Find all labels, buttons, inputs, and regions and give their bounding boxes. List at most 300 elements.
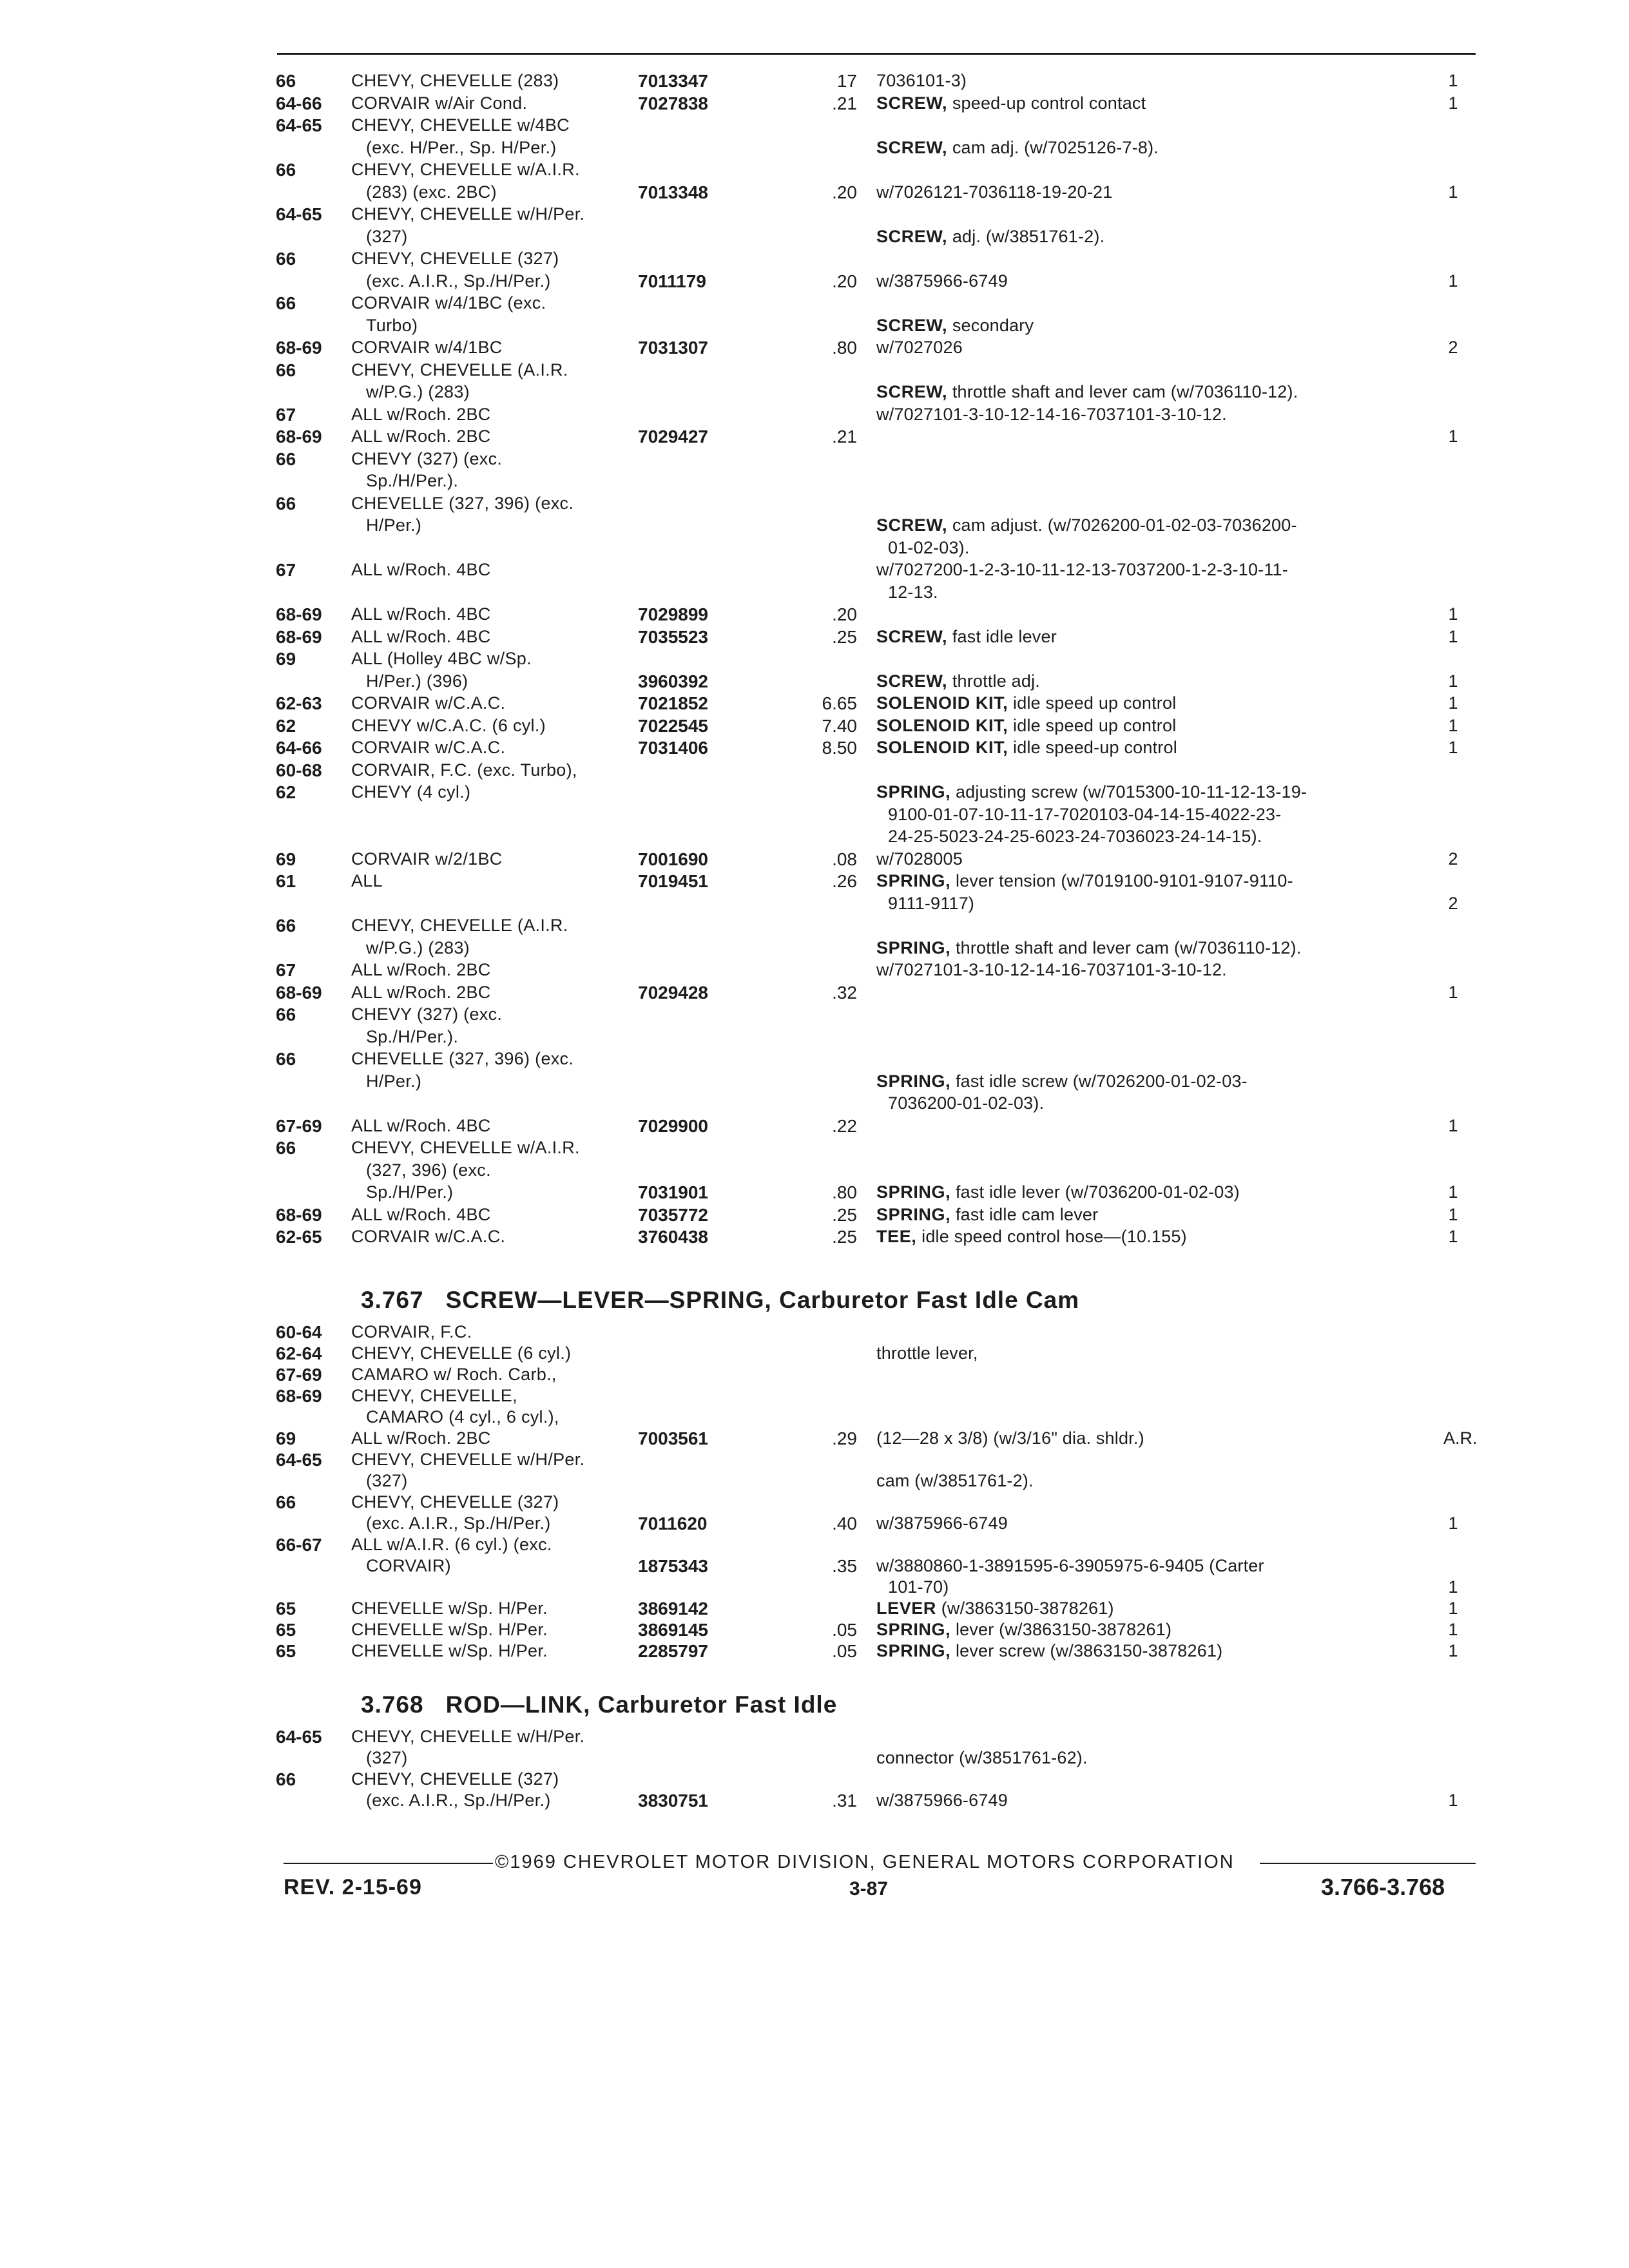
part-detail: adjusting screw (w/7015300-10-11-12-13-19-	[955, 782, 1307, 802]
model-description: CORVAIR w/C.A.C.	[351, 738, 506, 757]
part-description	[876, 1748, 1088, 1768]
model-description: CHEVY, CHEVELLE w/A.I.R.	[351, 160, 580, 179]
part-number: 3869142	[638, 1599, 709, 1619]
part-detail: cam adj. (w/7025126-7-8).	[952, 137, 1159, 157]
year-range: 64-66	[276, 738, 322, 758]
model-description: ALL w/Roch. 2BC	[351, 427, 491, 446]
part-name: SPRING,	[876, 782, 951, 802]
part-name: SCREW,	[876, 137, 948, 157]
price: .40	[832, 1514, 857, 1533]
part-name: TEE,	[876, 1227, 917, 1246]
quantity: 1	[1448, 1641, 1458, 1660]
model-description: CHEVY w/C.A.C. (6 cyl.)	[351, 715, 546, 735]
model-description: CHEVY, CHEVELLE (327)	[351, 1492, 559, 1512]
part-number: 3830751	[638, 1791, 709, 1811]
year-range: 64-65	[276, 1727, 322, 1747]
part-description	[876, 1599, 1114, 1619]
part-detail: w/7027101-3-10-12-14-16-7037101-3-10-12.	[876, 960, 1227, 979]
part-detail: 01-02-03).	[888, 537, 970, 557]
model-description: CORVAIR w/Air Cond.	[351, 93, 528, 113]
quantity: 1	[1448, 1620, 1458, 1639]
model-description: CHEVY, CHEVELLE (327)	[351, 249, 559, 268]
part-number: 7029900	[638, 1115, 709, 1136]
part-name: SOLENOID KIT,	[876, 738, 1008, 757]
price: .20	[832, 271, 857, 291]
year-range: 62-65	[276, 1227, 322, 1247]
model-description: (exc. A.I.R., Sp./H/Per.)	[366, 1514, 551, 1533]
model-description: Sp./H/Per.).	[366, 1026, 459, 1046]
section-heading-3768	[361, 1691, 837, 1718]
price: .31	[832, 1791, 857, 1811]
model-description: CAMARO w/ Roch. Carb.,	[351, 1365, 557, 1384]
year-range: 66	[276, 360, 296, 380]
part-description	[876, 1641, 1222, 1661]
year-range: 62	[276, 782, 296, 802]
part-number: 7031406	[638, 738, 709, 758]
part-description	[888, 894, 974, 914]
quantity: 1	[1448, 1115, 1458, 1135]
year-range: 67	[276, 560, 296, 580]
price: .25	[832, 1204, 857, 1225]
section-title: SCREW—LEVER—SPRING,	[445, 1287, 772, 1313]
part-description	[876, 627, 1057, 647]
price: .80	[832, 338, 857, 358]
quantity: 1	[1448, 693, 1458, 713]
footer-rule-left	[284, 1863, 493, 1864]
part-description	[876, 93, 1146, 113]
year-range: 68-69	[276, 604, 322, 624]
part-name: SPRING,	[876, 871, 951, 890]
model-description: CORVAIR w/4/1BC	[351, 338, 503, 357]
year-range: 65	[276, 1599, 296, 1619]
part-number: 7001690	[638, 849, 709, 869]
quantity: 1	[1448, 671, 1458, 691]
part-description	[876, 405, 1227, 425]
section-number: 3.767	[361, 1287, 424, 1313]
model-description: CHEVY, CHEVELLE w/H/Per.	[351, 1450, 585, 1469]
top-rule	[277, 53, 1476, 55]
year-range: 65	[276, 1641, 296, 1661]
part-name: SPRING,	[876, 937, 951, 957]
part-detail: throttle shaft and lever cam (w/7036110-12).	[955, 937, 1302, 957]
part-detail: idle speed up control	[1013, 715, 1177, 735]
year-range: 68-69	[276, 427, 322, 447]
model-description: (327)	[366, 226, 408, 246]
quantity: 1	[1448, 427, 1458, 446]
model-description: CHEVY, CHEVELLE (327)	[351, 1769, 559, 1789]
part-detail: lever tension (w/7019100-9101-9107-9110-	[955, 871, 1293, 890]
year-range: 64-65	[276, 204, 322, 224]
part-description	[876, 716, 1176, 736]
model-description: ALL w/Roch. 4BC	[351, 1115, 491, 1135]
part-number: 2285797	[638, 1641, 709, 1661]
model-description: (exc. A.I.R., Sp./H/Per.)	[366, 271, 551, 291]
part-detail: lever (w/3863150-3878261)	[955, 1620, 1172, 1639]
part-detail: 7036101-3)	[876, 71, 967, 90]
part-number: 7021852	[638, 693, 709, 713]
model-description: (283) (exc. 2BC)	[366, 182, 497, 202]
part-name: SCREW,	[876, 626, 948, 646]
part-number: 7029427	[638, 427, 709, 447]
model-description: CHEVY, CHEVELLE w/4BC	[351, 115, 570, 135]
year-range: 64-65	[276, 1450, 322, 1470]
part-description	[876, 71, 967, 91]
year-range: 60-64	[276, 1322, 322, 1342]
model-description: Sp./H/Per.).	[366, 471, 459, 490]
model-description: ALL w/Roch. 2BC	[351, 982, 491, 1002]
part-description	[876, 1428, 1144, 1448]
model-description: ALL w/Roch. 4BC	[351, 604, 491, 624]
model-description: ALL	[351, 871, 383, 890]
model-description: ALL w/A.I.R. (6 cyl.) (exc.	[351, 1535, 552, 1554]
part-name: SCREW,	[876, 382, 948, 401]
model-description: (exc. H/Per., Sp. H/Per.)	[366, 137, 557, 157]
model-description: CHEVY (327) (exc.	[351, 448, 503, 468]
model-description: ALL w/Roch. 2BC	[351, 960, 491, 979]
year-range: 66	[276, 1004, 296, 1024]
part-name: SCREW,	[876, 315, 948, 335]
quantity: 2	[1448, 893, 1458, 913]
part-detail: idle speed up control	[1013, 693, 1177, 713]
quantity: 1	[1448, 271, 1458, 291]
part-description	[876, 938, 1302, 958]
year-range: 66	[276, 293, 296, 313]
price: 17	[836, 71, 857, 91]
model-description: CHEVY (327) (exc.	[351, 1004, 503, 1024]
quantity: 1	[1448, 1182, 1458, 1202]
price: .08	[832, 849, 857, 869]
part-number: 7019451	[638, 871, 709, 891]
part-number: 7035523	[638, 626, 709, 647]
part-detail: 12-13.	[888, 582, 938, 602]
part-detail: fast idle cam lever	[955, 1204, 1099, 1224]
model-description: CORVAIR)	[366, 1556, 451, 1575]
part-detail: fast idle lever (w/7036200-01-02-03)	[955, 1182, 1240, 1202]
quantity: 1	[1448, 1227, 1458, 1246]
model-description: (327)	[366, 1748, 408, 1767]
part-name: SCREW,	[876, 93, 948, 113]
model-description: w/P.G.) (283)	[366, 382, 470, 401]
part-detail: w/7027101-3-10-12-14-16-7037101-3-10-12.	[876, 404, 1227, 424]
model-description: H/Per.)	[366, 1071, 422, 1091]
part-description	[888, 827, 1262, 847]
part-description	[888, 805, 1281, 825]
part-detail: idle speed-up control	[1013, 738, 1177, 757]
quantity: 1	[1448, 93, 1458, 113]
model-description: H/Per.) (396)	[366, 671, 468, 691]
part-description	[876, 1791, 1008, 1811]
section-subtitle: Carburetor Fast Idle	[597, 1691, 838, 1718]
part-number: 7003561	[638, 1428, 709, 1448]
part-detail: w/3875966-6749	[876, 1791, 1008, 1810]
model-description: CHEVELLE (327, 396) (exc.	[351, 493, 574, 513]
year-range: 68-69	[276, 626, 322, 647]
year-range: 62-63	[276, 693, 322, 713]
quantity: A.R.	[1443, 1428, 1478, 1448]
part-description	[876, 1620, 1171, 1640]
part-detail: 9111-9117)	[888, 893, 975, 913]
part-detail: w/7027200-1-2-3-10-11-12-13-7037200-1-2-3-10-11-	[876, 560, 1288, 579]
part-detail: (w/3863150-3878261)	[941, 1599, 1114, 1618]
year-range: 64-65	[276, 115, 322, 135]
part-description	[876, 849, 963, 869]
part-description	[876, 560, 1288, 580]
part-description	[876, 316, 1034, 336]
quantity: 2	[1448, 338, 1458, 357]
part-detail: throttle adj.	[952, 671, 1041, 691]
part-description	[876, 1471, 1034, 1491]
model-description: CHEVELLE w/Sp. H/Per.	[351, 1620, 548, 1639]
part-description	[876, 1556, 1264, 1576]
part-name: SPRING,	[876, 1182, 951, 1202]
year-range: 68-69	[276, 982, 322, 1003]
year-range: 62-64	[276, 1343, 322, 1363]
model-description: CORVAIR w/C.A.C.	[351, 1227, 506, 1246]
year-range: 66	[276, 249, 296, 269]
price: .20	[832, 604, 857, 624]
page-number: 3-87	[849, 1878, 889, 1899]
copyright-line: ©1969 CHEVROLET MOTOR DIVISION, GENERAL MOTORS CORPORATION	[495, 1852, 1235, 1872]
part-detail: 24-25-5023-24-25-6023-24-7036023-24-14-15).	[888, 827, 1262, 846]
model-description: CHEVY, CHEVELLE,	[351, 1386, 517, 1405]
model-description: CHEVY, CHEVELLE (283)	[351, 71, 559, 90]
model-description: Sp./H/Per.)	[366, 1182, 454, 1202]
year-range: 69	[276, 1428, 296, 1448]
year-range: 66	[276, 916, 296, 936]
quantity: 1	[1448, 626, 1458, 646]
quantity: 1	[1448, 715, 1458, 735]
model-description: CAMARO (4 cyl., 6 cyl.),	[366, 1407, 559, 1427]
part-detail: w/7028005	[876, 849, 963, 869]
price: .21	[832, 427, 857, 447]
model-description: H/Per.)	[366, 515, 422, 535]
part-description	[876, 782, 1307, 802]
model-description: ALL (Holley 4BC w/Sp.	[351, 649, 532, 668]
part-detail: 9100-01-07-10-11-17-7020103-04-14-15-4022-23-	[888, 804, 1282, 824]
price: .32	[832, 982, 857, 1003]
quantity: 1	[1448, 738, 1458, 757]
model-description: ALL w/Roch. 4BC	[351, 560, 491, 579]
year-range: 61	[276, 871, 296, 891]
part-detail: (12—28 x 3/8) (w/3/16" dia. shldr.)	[876, 1428, 1144, 1448]
part-description	[888, 538, 970, 558]
model-description: CHEVY, CHEVELLE w/H/Per.	[351, 204, 585, 224]
year-range: 68-69	[276, 1204, 322, 1225]
model-description: ALL w/Roch. 2BC	[351, 404, 491, 424]
part-detail: w/7026121-7036118-19-20-21	[876, 182, 1113, 202]
quantity: 1	[1448, 604, 1458, 624]
part-detail: w/3880860-1-3891595-6-3905975-6-9405 (Carter	[876, 1556, 1264, 1575]
part-number: 7013348	[638, 182, 709, 202]
year-range: 67	[276, 404, 296, 425]
part-number: 7011179	[638, 271, 706, 291]
model-description: (327)	[366, 1471, 408, 1490]
part-detail: fast idle lever	[952, 626, 1057, 646]
model-description: w/P.G.) (283)	[366, 937, 470, 957]
quantity: 1	[1448, 182, 1458, 202]
part-detail: cam adjust. (w/7026200-01-02-03-7036200-	[952, 515, 1297, 535]
part-description	[876, 693, 1176, 713]
part-description	[876, 182, 1112, 202]
part-description	[876, 515, 1297, 535]
year-range: 67-69	[276, 1365, 322, 1385]
part-detail: idle speed control hose—(10.155)	[921, 1227, 1187, 1246]
year-range: 66	[276, 1492, 296, 1512]
model-description: CHEVELLE w/Sp. H/Per.	[351, 1641, 548, 1660]
part-name: SPRING,	[876, 1071, 951, 1091]
section-number: 3.768	[361, 1691, 424, 1718]
price: 6.65	[822, 693, 857, 713]
price: .05	[832, 1620, 857, 1640]
model-description: CHEVELLE w/Sp. H/Per.	[351, 1599, 548, 1618]
model-description: CHEVY, CHEVELLE (6 cyl.)	[351, 1343, 572, 1363]
part-description	[876, 1343, 978, 1363]
part-detail: 101-70)	[888, 1577, 949, 1597]
price: .26	[832, 871, 857, 891]
year-range: 66	[276, 71, 296, 91]
model-description: (327, 396) (exc.	[366, 1160, 491, 1180]
price: .05	[832, 1641, 857, 1661]
part-description	[888, 1093, 1044, 1113]
part-name: SCREW,	[876, 515, 948, 535]
year-range: 66	[276, 1049, 296, 1069]
part-description	[876, 1227, 1187, 1247]
part-description	[876, 960, 1227, 980]
part-detail: throttle lever,	[876, 1343, 978, 1363]
part-description	[876, 227, 1104, 247]
part-number: 7022545	[638, 715, 709, 736]
quantity: 1	[1448, 1204, 1458, 1224]
section-subtitle: Carburetor Fast Idle Cam	[779, 1287, 1080, 1313]
part-number: 1875343	[638, 1556, 709, 1576]
part-detail: connector (w/3851761-62).	[876, 1748, 1088, 1767]
price: .22	[832, 1115, 857, 1136]
part-detail: speed-up control contact	[952, 93, 1146, 113]
model-description: CHEVY, CHEVELLE (A.I.R.	[351, 360, 568, 380]
part-name: SOLENOID KIT,	[876, 715, 1008, 735]
section-range: 3.766-3.768	[1321, 1874, 1445, 1900]
part-detail: cam (w/3851761-2).	[876, 1471, 1034, 1490]
year-range: 69	[276, 849, 296, 869]
part-description	[876, 671, 1040, 691]
quantity: 2	[1448, 849, 1458, 869]
part-name: SPRING,	[876, 1620, 951, 1639]
year-range: 68-69	[276, 338, 322, 358]
part-detail: w/7027026	[876, 338, 963, 357]
quantity: 1	[1448, 982, 1458, 1002]
part-number: 7031307	[638, 338, 709, 358]
model-description: ALL w/Roch. 4BC	[351, 1204, 491, 1224]
model-description: ALL w/Roch. 4BC	[351, 626, 491, 646]
model-description: CHEVY, CHEVELLE w/A.I.R.	[351, 1138, 580, 1157]
part-number: 3960392	[638, 671, 709, 691]
part-detail: w/3875966-6749	[876, 271, 1008, 291]
model-description: (exc. A.I.R., Sp./H/Per.)	[366, 1791, 551, 1810]
year-range: 65	[276, 1620, 296, 1640]
price: .20	[832, 182, 857, 202]
model-description: ALL w/Roch. 2BC	[351, 1428, 491, 1448]
year-range: 60-68	[276, 760, 322, 780]
quantity: 1	[1448, 1599, 1458, 1618]
part-description	[876, 1514, 1008, 1533]
year-range: 64-66	[276, 93, 322, 113]
model-description: CHEVELLE (327, 396) (exc.	[351, 1049, 574, 1068]
quantity: 1	[1448, 1514, 1458, 1533]
part-description	[876, 871, 1293, 891]
part-number: 7013347	[638, 71, 709, 91]
part-detail: 7036200-01-02-03).	[888, 1093, 1045, 1113]
part-detail: fast idle screw (w/7026200-01-02-03-	[955, 1071, 1248, 1091]
year-range: 66	[276, 493, 296, 514]
model-description: CORVAIR w/2/1BC	[351, 849, 503, 869]
section-heading-3767	[361, 1287, 1079, 1314]
part-description	[876, 1182, 1240, 1202]
year-range: 66	[276, 160, 296, 180]
part-description	[888, 1577, 949, 1597]
quantity: 1	[1448, 71, 1458, 90]
price: 8.50	[822, 738, 857, 758]
model-description: CHEVY, CHEVELLE w/H/Per.	[351, 1727, 585, 1746]
part-name: LEVER	[876, 1599, 937, 1618]
part-name: SCREW,	[876, 226, 948, 246]
year-range: 67-69	[276, 1115, 322, 1136]
model-description: CORVAIR w/4/1BC (exc.	[351, 293, 546, 312]
part-name: SPRING,	[876, 1204, 951, 1224]
model-description: CORVAIR, F.C. (exc. Turbo),	[351, 760, 577, 780]
year-range: 66-67	[276, 1535, 322, 1555]
model-description: Turbo)	[366, 315, 418, 335]
part-name: SCREW,	[876, 671, 948, 691]
part-description	[876, 271, 1008, 291]
year-range: 69	[276, 649, 296, 669]
revision-date: REV. 2-15-69	[284, 1875, 422, 1899]
footer-rule-right	[1260, 1863, 1476, 1864]
part-description	[876, 382, 1298, 402]
year-range: 68-69	[276, 1386, 322, 1406]
part-description	[876, 338, 963, 358]
part-number: 3760438	[638, 1227, 709, 1247]
part-description	[876, 738, 1177, 758]
year-range: 67	[276, 960, 296, 980]
part-detail: lever screw (w/3863150-3878261)	[955, 1641, 1223, 1660]
model-description: CORVAIR, F.C.	[351, 1322, 472, 1341]
price: .25	[832, 1227, 857, 1247]
part-description	[876, 1072, 1248, 1091]
price: .80	[832, 1182, 857, 1202]
part-number: 7011620	[638, 1514, 708, 1533]
part-detail: w/3875966-6749	[876, 1514, 1008, 1533]
quantity: 1	[1448, 1791, 1458, 1810]
model-description: CHEVY, CHEVELLE (A.I.R.	[351, 916, 568, 935]
year-range: 66	[276, 1769, 296, 1789]
part-description	[876, 138, 1159, 158]
year-range: 62	[276, 715, 296, 736]
price: .35	[832, 1556, 857, 1576]
year-range: 66	[276, 448, 296, 469]
part-number: 7031901	[638, 1182, 709, 1202]
part-number: 3869145	[638, 1620, 709, 1640]
price: .29	[832, 1428, 857, 1448]
part-description	[876, 1205, 1098, 1225]
model-description: CHEVY (4 cyl.)	[351, 782, 471, 802]
year-range: 66	[276, 1138, 296, 1158]
part-description	[888, 582, 938, 602]
part-number: 7029899	[638, 604, 709, 624]
part-name: SOLENOID KIT,	[876, 693, 1008, 713]
part-number: 7035772	[638, 1204, 709, 1225]
part-detail: throttle shaft and lever cam (w/7036110-12).	[952, 382, 1298, 401]
quantity: 1	[1448, 1577, 1458, 1597]
